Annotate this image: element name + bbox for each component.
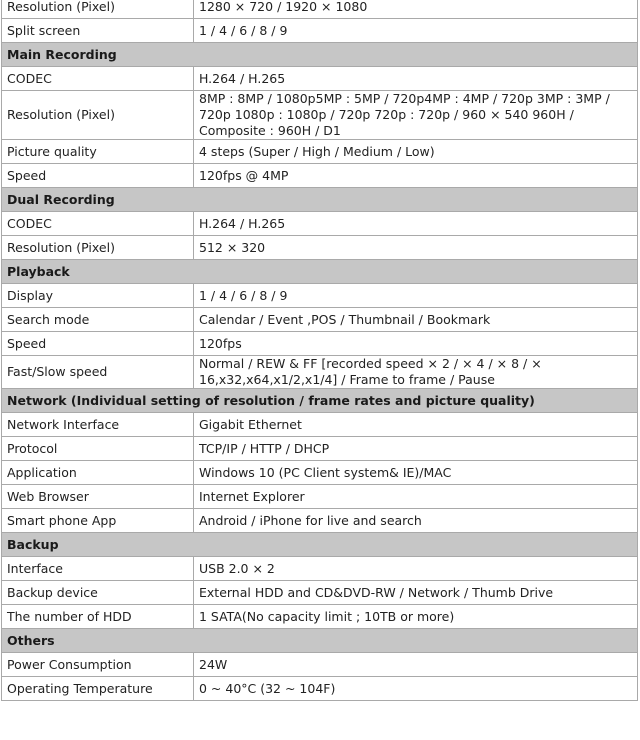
spec-value: Gigabit Ethernet: [194, 413, 638, 437]
spec-label: Resolution (Pixel): [2, 236, 194, 260]
spec-row: [2, 461, 638, 485]
spec-label: Web Browser: [2, 485, 194, 509]
spec-row: [2, 677, 638, 701]
spec-label: Display: [2, 284, 194, 308]
spec-row: [2, 308, 638, 332]
spec-label: Speed: [2, 332, 194, 356]
spec-table-body: [2, 0, 638, 701]
spec-row: [2, 557, 638, 581]
spec-value: Android / iPhone for live and search: [194, 509, 638, 533]
spec-value: H.264 / H.265: [194, 212, 638, 236]
spec-value: Calendar / Event ,POS / Thumbnail / Bookmark: [194, 308, 638, 332]
spec-row: [2, 67, 638, 91]
spec-row: [2, 413, 638, 437]
section-title: Network (Individual setting of resolution / frame rates and picture quality): [2, 389, 638, 413]
spec-label: Picture quality: [2, 140, 194, 164]
section-title: Playback: [2, 260, 638, 284]
spec-row: [2, 140, 638, 164]
spec-label: Application: [2, 461, 194, 485]
spec-value: H.264 / H.265: [194, 67, 638, 91]
spec-value: 120fps: [194, 332, 638, 356]
section-header-row: [2, 43, 638, 67]
spec-value: 4 steps (Super / High / Medium / Low): [194, 140, 638, 164]
spec-label: Protocol: [2, 437, 194, 461]
spec-label: Fast/Slow speed: [2, 356, 194, 389]
section-title: Backup: [2, 533, 638, 557]
spec-value: Windows 10 (PC Client system& IE)/MAC: [194, 461, 638, 485]
spec-label: Speed: [2, 164, 194, 188]
spec-value: 512 × 320: [194, 236, 638, 260]
spec-value: 8MP : 8MP / 1080p5MP : 5MP / 720p4MP : 4MP / 720p 3MP : 3MP / 720p 1080p : 1080p / 720p 720p : 720p / 960 × 540 960H / Composite : 960H / D1: [194, 91, 638, 140]
spec-value: TCP/IP / HTTP / DHCP: [194, 437, 638, 461]
spec-row: [2, 356, 638, 389]
spec-label: Smart phone App: [2, 509, 194, 533]
section-header-row: [2, 389, 638, 413]
spec-row: [2, 332, 638, 356]
spec-label: Network Interface: [2, 413, 194, 437]
spec-label: Search mode: [2, 308, 194, 332]
spec-row: [2, 0, 638, 19]
spec-row: [2, 284, 638, 308]
spec-row: [2, 581, 638, 605]
spec-row: [2, 91, 638, 140]
spec-value: 120fps @ 4MP: [194, 164, 638, 188]
spec-label: Power Consumption: [2, 653, 194, 677]
spec-value: 24W: [194, 653, 638, 677]
spec-value: 1280 × 720 / 1920 × 1080: [194, 0, 638, 19]
spec-value: 1 SATA(No capacity limit ; 10TB or more): [194, 605, 638, 629]
spec-row: [2, 485, 638, 509]
spec-row: [2, 236, 638, 260]
section-header-row: [2, 533, 638, 557]
spec-label: CODEC: [2, 212, 194, 236]
section-header-row: [2, 629, 638, 653]
spec-row: [2, 212, 638, 236]
spec-label: Split screen: [2, 19, 194, 43]
spec-row: [2, 19, 638, 43]
spec-label: Resolution (Pixel): [2, 91, 194, 140]
spec-label: CODEC: [2, 67, 194, 91]
spec-label: The number of HDD: [2, 605, 194, 629]
spec-label: Operating Temperature: [2, 677, 194, 701]
spec-row: [2, 653, 638, 677]
section-header-row: [2, 188, 638, 212]
spec-row: [2, 164, 638, 188]
spec-row: [2, 605, 638, 629]
section-title: Main Recording: [2, 43, 638, 67]
section-title: Others: [2, 629, 638, 653]
spec-label: Resolution (Pixel): [2, 0, 194, 19]
spec-value: 1 / 4 / 6 / 8 / 9: [194, 19, 638, 43]
spec-label: Interface: [2, 557, 194, 581]
spec-value: Internet Explorer: [194, 485, 638, 509]
section-header-row: [2, 260, 638, 284]
spec-value: USB 2.0 × 2: [194, 557, 638, 581]
spec-value: Normal / REW & FF [recorded speed × 2 / × 4 / × 8 / × 16,x32,x64,x1/2,x1/4] / Frame to frame / Pause: [194, 356, 638, 389]
spec-value: 1 / 4 / 6 / 8 / 9: [194, 284, 638, 308]
spec-value: 0 ~ 40°C (32 ~ 104F): [194, 677, 638, 701]
spec-row: [2, 437, 638, 461]
spec-value: External HDD and CD&DVD-RW / Network / Thumb Drive: [194, 581, 638, 605]
section-title: Dual Recording: [2, 188, 638, 212]
spec-table: [1, 0, 638, 701]
spec-row: [2, 509, 638, 533]
spec-label: Backup device: [2, 581, 194, 605]
